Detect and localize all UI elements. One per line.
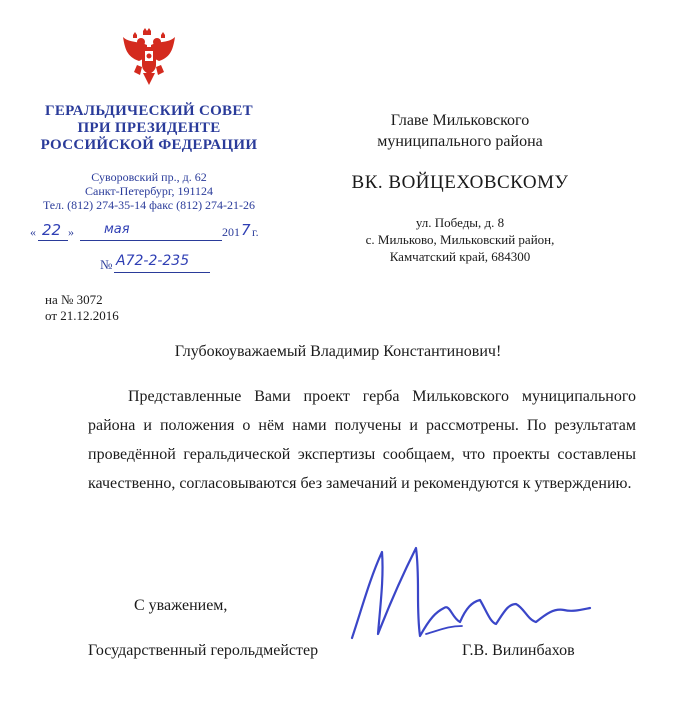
sender-phone-fax: Тел. (812) 274-35-14 факс (812) 274-21-26	[42, 198, 256, 212]
date-year-prefix: 201	[222, 225, 240, 239]
sender-street: Суворовский пр., д. 62	[91, 170, 207, 184]
addressee-locality: с. Мильково, Мильковский район,	[365, 232, 555, 247]
addressee-name: ВК. ВОЙЦЕХОВСКОМУ	[351, 172, 569, 193]
addressee-street: ул. Победы, д. 8	[415, 215, 505, 230]
registration-value: А72-2-235	[116, 253, 190, 269]
date-month: мая	[104, 222, 130, 237]
signer-title: Государственный герольдмейстер	[88, 642, 319, 659]
reference-date: от 21.12.2016	[45, 308, 119, 323]
date-year-digit: 7	[241, 221, 251, 239]
coat-of-arms-emblem	[119, 27, 179, 87]
addressee-line-2: муниципального района	[377, 133, 543, 150]
reference-number: на № 3072	[45, 292, 103, 307]
org-name-line-2: ПРИ ПРЕЗИДЕНТЕ	[77, 120, 221, 136]
date-open-quote: «	[30, 225, 36, 239]
body-paragraph: Представленные Вами проект герба Мильковского муниципального района и положения о нём нами получены и рассмотрены. По результатам проведённой геральдической экспертизы сообщаем, что проекты составлены качественно, согласовываются без замечаний и рекомендуются к утверждению.	[88, 388, 636, 492]
registration-number	[100, 253, 230, 275]
signer-name: Г.В. Вилинбахов	[462, 642, 575, 659]
registration-prefix: №	[100, 257, 113, 272]
date-day: 22	[42, 221, 62, 239]
closing-regards: С уважением,	[134, 597, 228, 614]
addressee-region: Камчатский край, 684300	[389, 249, 531, 264]
letter-date	[30, 221, 275, 243]
org-name-line-3: РОССИЙСКОЙ ФЕДЕРАЦИИ	[40, 137, 258, 153]
salutation: Глубокоуважаемый Владимир Константинович!	[174, 343, 502, 360]
date-close-quote: »	[68, 225, 74, 239]
addressee-line-1: Главе Мильковского	[390, 112, 530, 129]
date-year-suffix: г.	[252, 225, 259, 239]
handwritten-signature	[340, 538, 600, 658]
sender-city: Санкт-Петербург, 191124	[85, 184, 213, 198]
org-name-line-1: ГЕРАЛЬДИЧЕСКИЙ СОВЕТ	[45, 103, 253, 119]
